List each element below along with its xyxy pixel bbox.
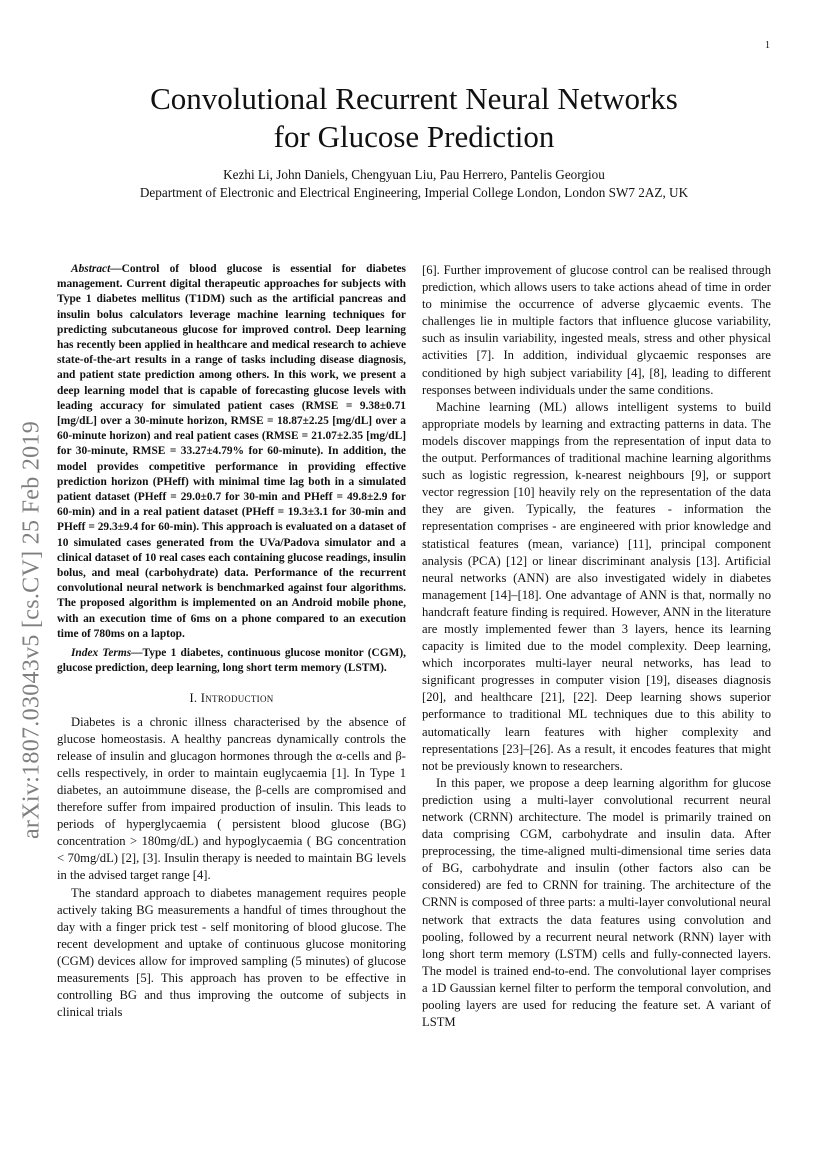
section-title: Introduction [200,691,274,706]
abstract [57,262,406,642]
title-line-2: for Glucose Prediction [273,119,555,154]
index-terms-paragraph [57,646,406,676]
authors: Kezhi Li, John Daniels, Chengyuan Liu, Pau Herrero, Pantelis Georgiou [223,167,605,182]
intro-paragraph-2: The standard approach to diabetes management requires people actively taking BG measurements a handful of times throughout the day with a finger prick test - self monitoring of blood glucose. The recent development and uptake of continuous glucose monitoring (CGM) devices allow for improved sampling (5 minutes) of glucose measurements [5]. This approach has proven to be effective in controlling BG and thus improving the outcome of subjects in clinical trials [57,885,406,1020]
right-column [422,262,771,1031]
abstract-paragraph [57,262,406,642]
abstract-text: —Control of blood glucose is essential for diabetes management. Current digital therapeutic approaches for subjects with Type 1 diabetes mellitus (T1DM) such as the artificial pancreas and insulin bolus calculators leverage machine learning techniques for predicting subcutaneous glucose for improved control. Deep learning has recently been applied in healthcare and medical research to achieve state-of-the-art results in a range of tasks including disease diagnosis, and patient state prediction among others. In this work, we present a deep learning model that is capable of forecasting glucose levels with leading accuracy for simulated patient cases (RMSE = 9.38±0.71 [mg/dL] over a 30-minute horizon, RMSE = 18.87±2.25 [mg/dL] over a 60-minute horizon) and real patient cases (RMSE = 21.07±2.35 [mg/dL] for 30-minute, RMSE = 33.27±4.79% for 60-minute). In addition, the model provides competitive performance in providing effective prediction horizon (PHeff) with minimal time lag both in a simulated patient dataset (PHeff = 29.0±0.7 for 30-min and PHeff = 49.8±2.9 for 60-min) and in a real patient dataset (PHeff = 19.3±3.1 for 30-min and PHeff = 29.3±9.4 for 60-min). This approach is evaluated on a dataset of 10 simulated cases generated from the UVa/Padova simulator and a clinical dataset of 10 real cases each containing glucose readings, insulin bolus, and meal (carbohydrate) data. Performance of the recurrent convolutional neural network is benchmarked against four algorithms. The proposed algorithm is implemented on an Android mobile phone, with an execution time of 6ms on a phone compared to an execution time of 780ms on a laptop. [57,263,406,640]
section-heading [57,690,406,707]
body-paragraph-1: [6]. Further improvement of glucose control can be realised through prediction, which allows users to take actions ahead of time in order to minimise the occurrence of adverse glycaemic events. The challenges lie in multiple factors that influence glucose variability, such as insulin variability, ingested meals, stress and other physical activities [7]. In addition, individual glycaemic responses are conditioned by high subject variability [4], [8], leading to different responses between individuals under the same conditions. [422,263,771,397]
author-block [60,166,768,202]
left-column [57,262,406,1021]
section-number: I. [189,691,198,706]
title-line-1: Convolutional Recurrent Neural Networks [150,81,678,116]
paper-title [60,80,768,156]
index-terms [57,646,406,676]
intro-paragraph-1: Diabetes is a chronic illness characterised by the absence of glucose homeostasis. A healthy pancreas dynamically controls the release of insulin and glucagon hormones through the α-cells and β-cells respectively, in order to maintain euglycaemia [1]. In Type 1 diabetes, an autoimmune disease, the β-cells are compromised and therefore suffer from impaired production of insulin. This leads to periods of hyperglycaemia ( persistent blood glucose (BG) concentration > 180mg/dL) and hypoglycaemia ( BG concentration < 70mg/dL) [2], [3]. Insulin therapy is needed to maintain BG levels in the advised target range [4]. [57,714,406,883]
abstract-label: Abstract [71,263,111,275]
body-paragraph-2: Machine learning (ML) allows intelligent systems to build appropriate models by learning and extracting patterns in data. The models discover mappings from the representation of input data to the output. Performances of traditional machine learning algorithms such as logistic regression, k-nearest neighbours [9], or support vector regression [10] heavily rely on the representation of the data they are given. Typically, the features - information the representation comprises - are engineered with prior knowledge and statistical features (mean, variance) [11], principal component analysis (PCA) [12] or linear discriminant analysis [13]. Artificial neural networks (ANN) are also investigated widely in diabetes management [14]–[18]. One advantage of ANN is that, normally no handcraft feature finding is required. However, ANN in the literature are mostly implemented fewer than 3 layers, hence its learning capacity is limited due to the model complexity. Deep learning, which incorporates multi-layer neural networks, has lead to significant progresses in computer vision [19], diseases diagnosis [20], and healthcare [21], [22]. Deep learning shows superior performance to traditional ML techniques due to this ability to automatically learn features with higher complexity and representations [23]–[26]. As a result, it encodes features that might not be previously known to researchers. [422,399,771,773]
arxiv-stamp [14,380,50,880]
body-paragraph-3: In this paper, we propose a deep learning algorithm for glucose prediction using a multi-layer convolutional recurrent neural network (CRNN) architecture. The model is primarily trained on data comprising CGM, carbohydrate and insulin data. After preprocessing, the time-aligned multi-dimensional time series data of BG, carbohydrate and insulin (other factors also can be considered) are fed to CRNN for training. The architecture of the CRNN is composed of three parts: a multi-layer convolutional neural network that extracts the data features using convolution and pooling, followed by a recurrent neural network (RNN) layer with long short term memory (LSTM) cells and fully-connected layers. The model is trained end-to-end. The convolutional layer comprises a 1D Gaussian kernel filter to perform the temporal convolution, and pooling layers are used for reducing the feature set. A variant of LSTM [422,775,771,1030]
index-terms-label: Index Terms [71,647,132,660]
arxiv-stamp-text: arXiv:1807.03043v5 [cs.CV] 25 Feb 2019 [18,420,45,840]
index-terms-text: —Type 1 diabetes, continuous glucose monitor (CGM), glucose prediction, deep learning, long short term memory (LSTM). [57,647,406,675]
page-number: 1 [765,40,770,51]
affiliation: Department of Electronic and Electrical Engineering, Imperial College London, London SW7 2AZ, UK [139,185,689,200]
